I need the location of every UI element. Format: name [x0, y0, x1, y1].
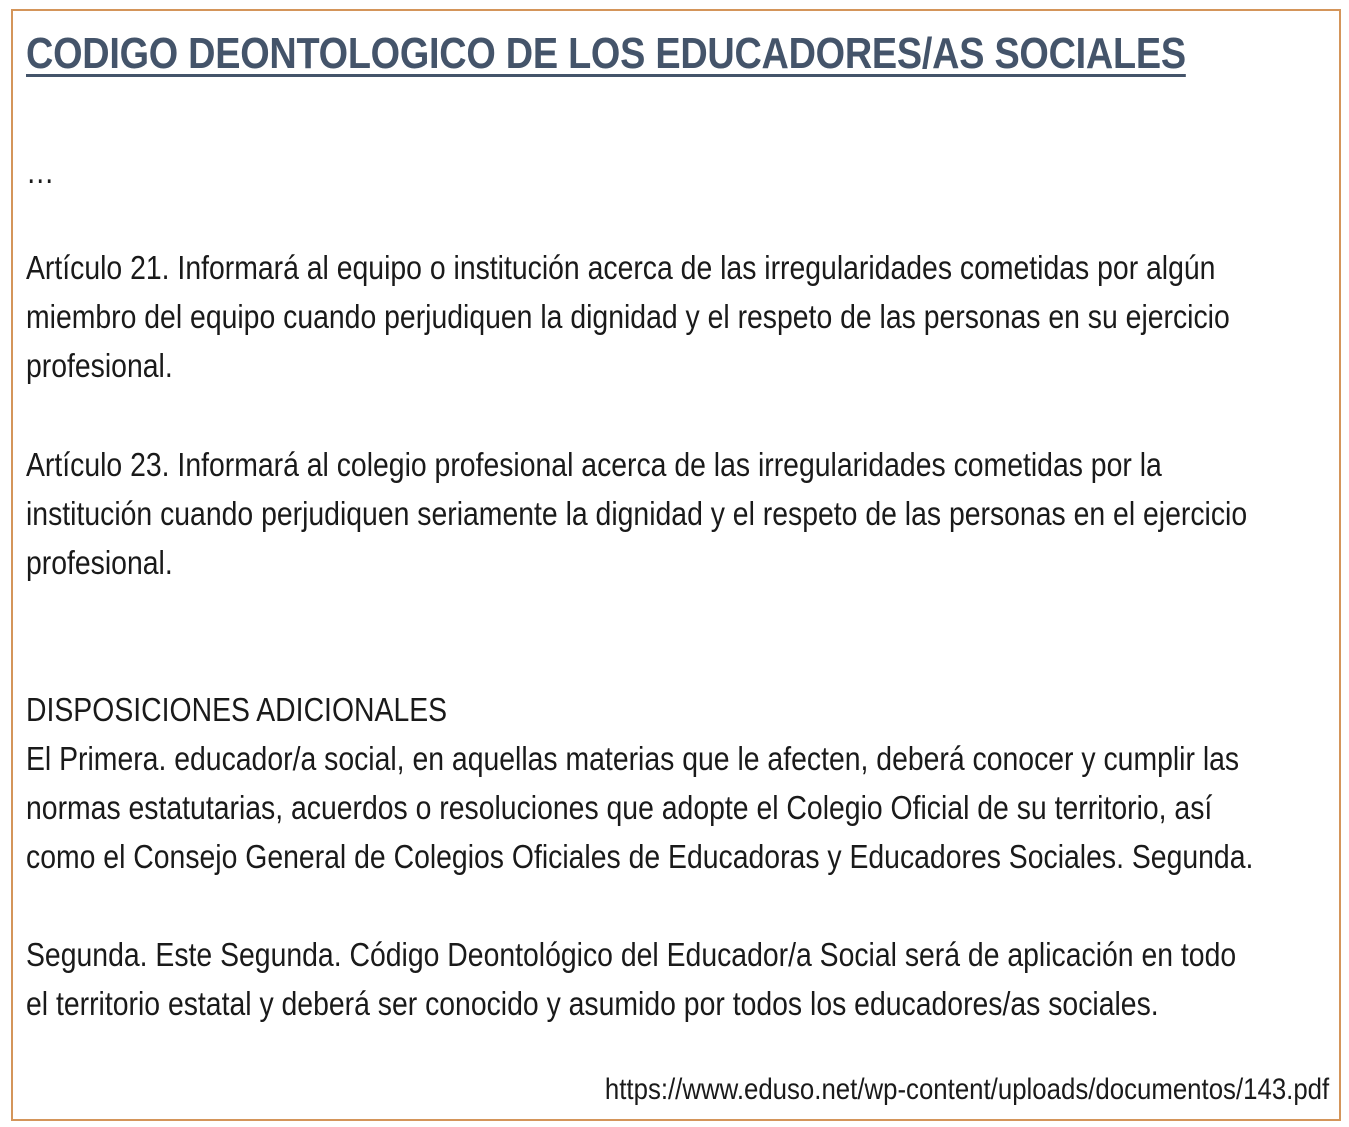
disposicion-primera-line: como el Consejo General de Colegios Oficiales de Educadoras y Educadores Sociales. Segunda.: [26, 838, 1254, 875]
disposicion-primera-line: normas estatutarias, acuerdos o resoluciones que adopte el Colegio Oficial de su territorio, así: [26, 789, 1213, 826]
article-21-line: Artículo 21. Informará al equipo o institución acerca de las irregularidades cometidas por algún: [26, 249, 1216, 286]
disposicion-segunda-paragraph: [26, 930, 1316, 1028]
article-23-line: institución cuando perjudiquen seriamente la dignidad y el respeto de las personas en el ejercicio: [26, 495, 1248, 532]
disposicion-segunda-line: el territorio estatal y deberá ser conocido y asumido por todos los educadores/as sociales.: [26, 985, 1159, 1022]
ellipsis-text: …: [26, 153, 55, 190]
article-23-line: profesional.: [26, 544, 173, 581]
article-23-line: Artículo 23. Informará al colegio profesional acerca de las irregularidades cometidas por la: [26, 446, 1162, 483]
source-url: https://www.eduso.net/wp-content/uploads/documentos/143.pdf: [604, 1073, 1329, 1106]
article-21-line: miembro del equipo cuando perjudiquen la dignidad y el respeto de las personas en su ejercicio: [26, 298, 1230, 335]
disposiciones-heading: DISPOSICIONES ADICIONALES: [26, 691, 448, 728]
disposicion-primera-paragraph: [26, 734, 1316, 881]
document-title: CODIGO DEONTOLOGICO DE LOS EDUCADORES/AS SOCIALES: [26, 29, 1186, 78]
document-frame: [11, 9, 1341, 1121]
disposicion-segunda-line: Segunda. Este Segunda. Código Deontológico del Educador/a Social será de aplicación en todo: [26, 936, 1237, 973]
article-21-paragraph: [26, 243, 1316, 390]
article-21-line: profesional.: [26, 347, 173, 384]
article-23-paragraph: [26, 440, 1316, 587]
disposicion-primera-line: El Primera. educador/a social, en aquellas materias que le afecten, deberá conocer y cumplir las: [26, 740, 1240, 777]
